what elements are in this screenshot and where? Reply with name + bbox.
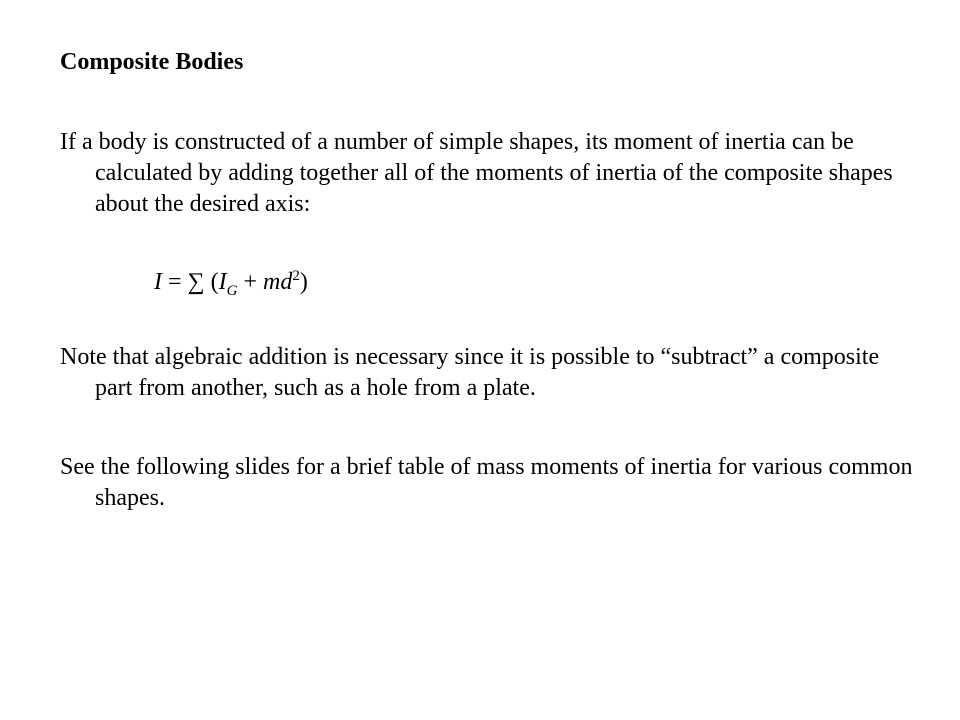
- formula-open-paren: (: [204, 269, 219, 295]
- intro-paragraph: If a body is constructed of a number of simple shapes, its moment of inertia can be calculated by adding together all of the moments of inertia of the composite shapes about the desired axis:: [60, 129, 893, 217]
- formula-close-paren: ): [299, 269, 308, 295]
- slide-title: Composite Bodies: [60, 49, 244, 75]
- note-paragraph: Note that algebraic addition is necessary since it is possible to “subtract” a composite part from another, such as a hole from a plate.: [60, 344, 880, 401]
- inertia-formula: [154, 267, 308, 298]
- formula-superscript-2: 2: [292, 268, 300, 284]
- see-also-paragraph: See the following slides for a brief table of mass moments of inertia for various common shapes.: [60, 454, 913, 511]
- formula-sum-symbol: ∑: [187, 269, 205, 295]
- formula-term-md: md: [263, 269, 293, 295]
- formula-lhs: I: [154, 269, 162, 295]
- formula-plus: +: [237, 269, 264, 295]
- formula-term-ig: I: [218, 269, 227, 295]
- formula-equals: =: [162, 269, 188, 295]
- formula-subscript-g: G: [226, 282, 238, 299]
